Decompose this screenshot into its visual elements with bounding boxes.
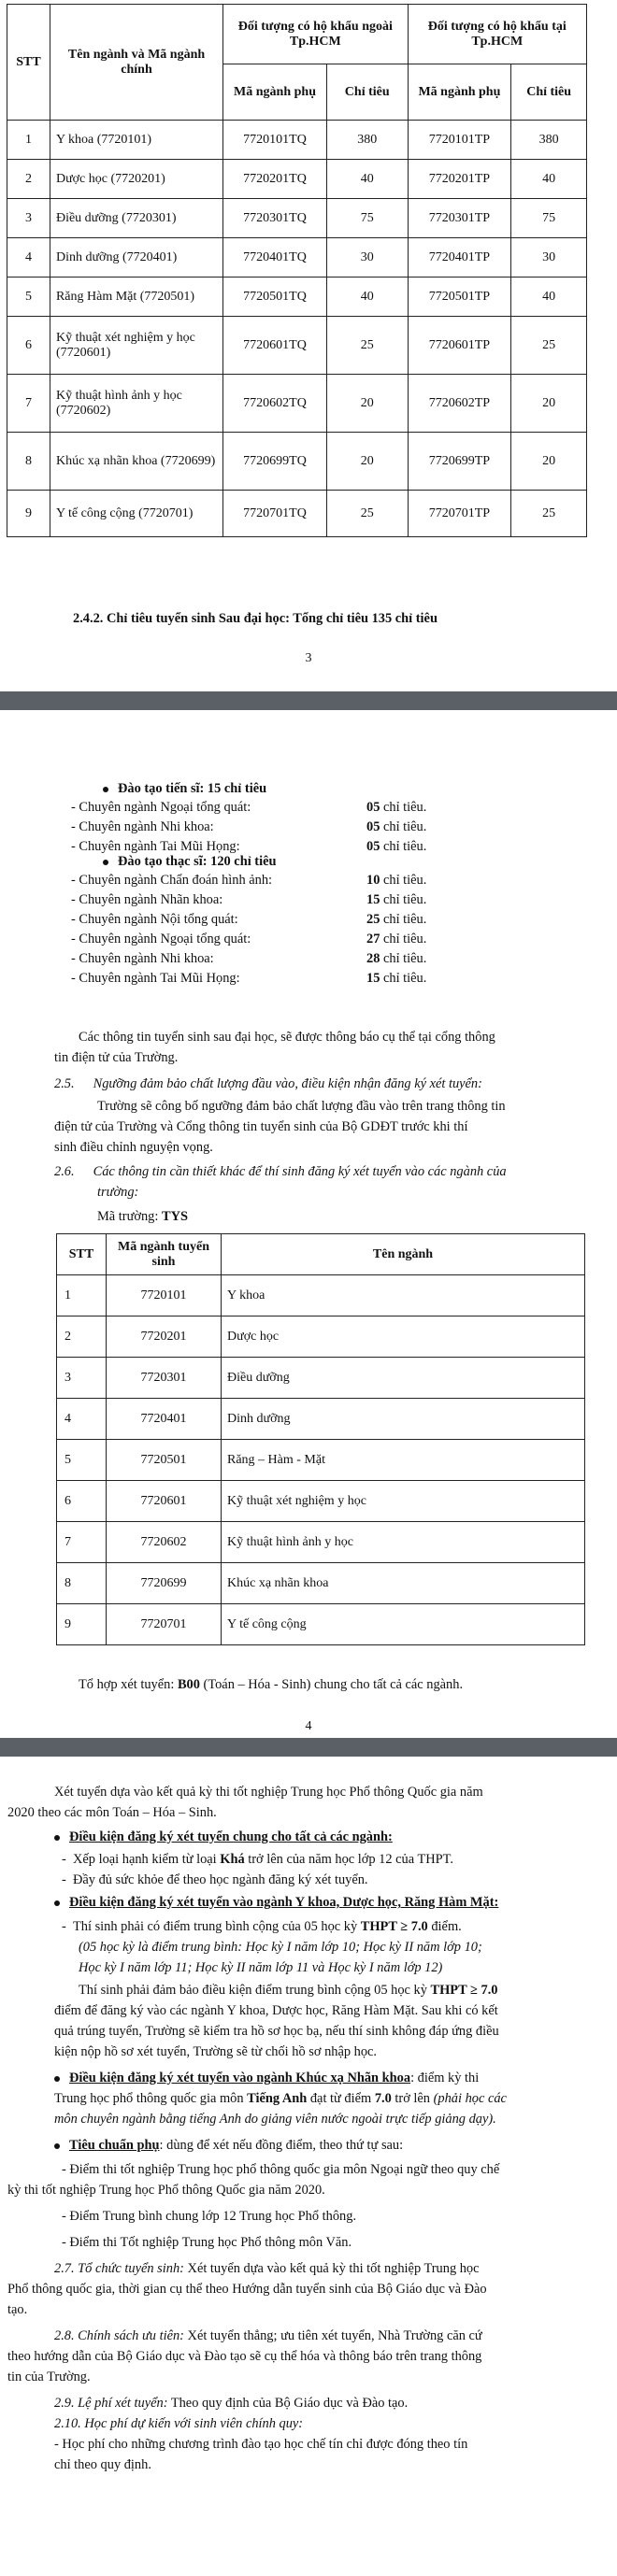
table-row <box>7 317 587 375</box>
bullet-icon <box>103 860 108 865</box>
quota-cell: 30 <box>511 238 587 278</box>
bullet-icon <box>54 2143 60 2149</box>
quota-item <box>71 892 426 908</box>
paragraph: Thí sinh phải đảm bảo điều kiện điểm trung bình cộng 05 học kỳ THPT ≥ 7.0 <box>79 1983 498 1998</box>
paragraph: tin điện tử của Trường. <box>54 1050 179 1065</box>
quota-label: - Chuyên ngành Ngoại tổng quát: <box>71 932 251 946</box>
list-item: - Điểm thi Tốt nghiệp Trung học Phổ thông môn Văn. <box>62 2235 352 2250</box>
col-quota: Chỉ tiêu <box>511 64 587 121</box>
stt-cell: 7 <box>57 1522 107 1563</box>
section-2-7: 2.7. Tổ chức tuyển sinh: Xét tuyển dựa vào kết quả kỳ thi tốt nghiệp Trung học <box>54 2261 480 2276</box>
quota-label: - Chuyên ngành Nội tổng quát: <box>71 912 238 927</box>
paragraph: - Học phí cho những chương trình đào tạo học chế tín chỉ được đóng theo tín <box>54 2437 468 2452</box>
name-cell: Kỹ thuật hình ảnh y học (7720602) <box>50 375 222 433</box>
table-row <box>57 1275 585 1316</box>
section-2-9: 2.9. Lệ phí xét tuyển: Theo quy định của Bộ Giáo dục và Đào tạo. <box>54 2396 409 2411</box>
table-row <box>57 1563 585 1604</box>
quota-unit: chỉ tiêu. <box>380 839 427 854</box>
table-row <box>7 160 587 199</box>
stt-cell: 8 <box>57 1563 107 1604</box>
quota-label: - Chuyên ngành Chẩn đoán hình ảnh: <box>71 873 273 888</box>
paragraph: Phổ thông quốc gia, thời gian cụ thể theo Hướng dẫn tuyển sinh của Bộ Giáo dục và Đào <box>7 2282 487 2297</box>
sub-code-cell: 7720501TQ <box>223 278 327 317</box>
col-outside: Đối tượng có hộ khẩu ngoài Tp.HCM <box>223 5 408 64</box>
name-cell: Khúc xạ nhãn khoa (7720699) <box>50 433 222 491</box>
name-cell: Dinh dưỡng <box>222 1399 585 1440</box>
sub-code-cell: 7720601TQ <box>223 317 327 375</box>
code-cell: 7720699 <box>107 1563 222 1604</box>
code-cell: 7720602 <box>107 1522 222 1563</box>
stt-cell: 5 <box>57 1440 107 1481</box>
table-row <box>57 1481 585 1522</box>
quota-cell: 380 <box>511 121 587 160</box>
phd-title: Đào tạo tiến sĩ: 15 chỉ tiêu <box>103 781 266 797</box>
sub-code-cell: 7720301TQ <box>223 199 327 238</box>
paragraph: điện tử của Trường và Cổng thông tin tuyển sinh của Bộ GDĐT trước khi thí <box>54 1119 468 1134</box>
quota-value: 10 <box>366 873 380 888</box>
name-cell: Điều dưỡng (7720301) <box>50 199 222 238</box>
table-row <box>57 1522 585 1563</box>
stt-cell: 2 <box>7 160 50 199</box>
paragraph: 2020 theo các môn Toán – Hóa – Sinh. <box>7 1805 217 1820</box>
table-row <box>7 375 587 433</box>
col-sub-code: Mã ngành phụ <box>408 64 511 121</box>
code-cell: 7720501 <box>107 1440 222 1481</box>
sub-code-cell: 7720602TQ <box>223 375 327 433</box>
cond-all-title: Điều kiện đăng ký xét tuyển chung cho tất cả các ngành: <box>54 1829 393 1845</box>
name-cell: Y tế công cộng (7720701) <box>50 491 222 537</box>
stt-cell: 2 <box>57 1316 107 1358</box>
quota-item <box>71 873 426 889</box>
code-cell: 7720101 <box>107 1275 222 1316</box>
paragraph: trường: <box>97 1185 139 1200</box>
name-cell: Dinh dưỡng (7720401) <box>50 238 222 278</box>
name-cell: Kỹ thuật hình ảnh y học <box>222 1522 585 1563</box>
bullet-icon <box>54 1900 60 1906</box>
quota-cell: 75 <box>511 199 587 238</box>
name-cell: Y khoa (7720101) <box>50 121 222 160</box>
sub-code-cell: 7720201TQ <box>223 160 327 199</box>
majors-table <box>56 1233 585 1645</box>
quota-value: 25 <box>366 912 380 927</box>
page-gap <box>0 710 617 729</box>
sub-code-cell: 7720301TP <box>408 199 511 238</box>
sub-code-cell: 7720701TQ <box>223 491 327 537</box>
sub-code-cell: 7720101TQ <box>223 121 327 160</box>
table-row <box>7 121 587 160</box>
quota-value: 15 <box>366 892 380 907</box>
section-2-10: 2.10. Học phí dự kiến với sinh viên chính quy: <box>54 2416 304 2431</box>
stt-cell: 7 <box>7 375 50 433</box>
name-cell: Y tế công cộng <box>222 1604 585 1645</box>
stt-cell: 6 <box>57 1481 107 1522</box>
table-row <box>7 199 587 238</box>
page-gap <box>0 1757 617 1775</box>
name-cell: Dược học <box>222 1316 585 1358</box>
table-row <box>7 238 587 278</box>
quota-value: 05 <box>366 819 380 834</box>
table-row <box>57 1440 585 1481</box>
col-inside: Đối tượng có hộ khẩu tại Tp.HCM <box>408 5 586 64</box>
table-row <box>57 1604 585 1645</box>
stt-cell: 9 <box>7 491 50 537</box>
code-cell: 7720201 <box>107 1316 222 1358</box>
paragraph: điểm để đăng ký vào các ngành Y khoa, Dược học, Răng Hàm Mặt. Sau khi có kết <box>54 2003 498 2018</box>
quota-cell: 40 <box>511 278 587 317</box>
quota-unit: chỉ tiêu. <box>380 932 427 946</box>
code-cell: 7720401 <box>107 1399 222 1440</box>
quota-unit: chỉ tiêu. <box>380 951 427 966</box>
quota-cell: 25 <box>511 491 587 537</box>
paragraph: Trường sẽ công bố ngưỡng đảm bảo chất lượng đầu vào trên trang thông tin <box>97 1099 506 1114</box>
paragraph: sinh điều chỉnh nguyện vọng. <box>54 1140 213 1155</box>
name-cell: Dược học (7720201) <box>50 160 222 199</box>
table-row <box>57 1316 585 1358</box>
sub-code-cell: 7720501TP <box>408 278 511 317</box>
paragraph: quả trúng tuyển, Trường sẽ kiểm tra hồ sơ học bạ, nếu thí sinh không đáp ứng điều <box>54 2024 499 2039</box>
sub-code-cell: 7720401TP <box>408 238 511 278</box>
page-number: 4 <box>305 1719 312 1733</box>
name-cell: Răng – Hàm - Mặt <box>222 1440 585 1481</box>
stt-cell: 3 <box>7 199 50 238</box>
name-cell: Điều dưỡng <box>222 1358 585 1399</box>
quota-cell: 25 <box>326 491 408 537</box>
paragraph: Các thông tin tuyển sinh sau đại học, sẽ được thông báo cụ thể tại cổng thông <box>79 1030 495 1045</box>
table-row <box>57 1399 585 1440</box>
stt-cell: 1 <box>57 1275 107 1316</box>
sub-code-cell: 7720601TP <box>408 317 511 375</box>
table-row <box>7 491 587 537</box>
stt-cell: 6 <box>7 317 50 375</box>
stt-cell: 1 <box>7 121 50 160</box>
sub-code-cell: 7720201TP <box>408 160 511 199</box>
quota-value: 27 <box>366 932 380 946</box>
quota-cell: 380 <box>326 121 408 160</box>
quota-label: - Chuyên ngành Ngoại tổng quát: <box>71 800 251 815</box>
list-item: - Đầy đủ sức khỏe để theo học ngành đăng ký xét tuyển. <box>62 1872 368 1887</box>
page-3 <box>0 1775 617 2576</box>
paragraph: kiện nộp hồ sơ xét tuyển, Trường sẽ từ chối hồ sơ nhập học. <box>54 2044 378 2059</box>
quota-item <box>71 971 426 987</box>
paragraph: Xét tuyển dựa vào kết quả kỳ thi tốt nghiệp Trung học Phổ thông Quốc gia năm <box>54 1785 483 1800</box>
quota-unit: chỉ tiêu. <box>380 873 427 888</box>
page-separator <box>0 691 617 710</box>
quota-cell: 25 <box>326 317 408 375</box>
sub-code-cell: 7720701TP <box>408 491 511 537</box>
section-2-8: 2.8. Chính sách ưu tiên: Xét tuyển thẳng; ưu tiên xét tuyển, Nhà Trường căn cứ <box>54 2328 482 2343</box>
list-item: - Điểm Trung bình chung lớp 12 Trung học Phổ thông. <box>62 2209 357 2224</box>
quota-unit: chỉ tiêu. <box>380 912 427 927</box>
col-name: Tên ngành <box>222 1234 585 1275</box>
list-item: - Điểm thi tốt nghiệp Trung học phổ thông quốc gia môn Ngoại ngữ theo quy chế <box>62 2162 500 2177</box>
name-cell: Khúc xạ nhãn khoa <box>222 1563 585 1604</box>
quota-item <box>71 951 426 967</box>
section-heading: 2.4.2. Chỉ tiêu tuyển sinh Sau đại học: Tổng chỉ tiêu 135 chỉ tiêu <box>73 611 438 626</box>
section-2-5: 2.5. Ngưỡng đảm bảo chất lượng đầu vào, điều kiện nhận đăng ký xét tuyển: <box>54 1076 482 1091</box>
criteria-title: Tiêu chuẩn phụ: dùng để xét nếu đồng điểm, theo thứ tự sau: <box>54 2138 403 2154</box>
paragraph: tin của Trường. <box>7 2370 91 2384</box>
name-cell: Y khoa <box>222 1275 585 1316</box>
quota-item <box>71 912 426 928</box>
quota-table <box>7 4 587 537</box>
quota-unit: chỉ tiêu. <box>380 800 427 815</box>
table-row <box>57 1358 585 1399</box>
quota-unit: chỉ tiêu. <box>380 892 427 907</box>
sub-code-cell: 7720101TP <box>408 121 511 160</box>
quota-cell: 20 <box>326 433 408 491</box>
quota-label: - Chuyên ngành Nhãn khoa: <box>71 892 223 907</box>
quota-cell: 40 <box>326 160 408 199</box>
quota-item <box>71 839 426 855</box>
sub-code-cell: 7720699TP <box>408 433 511 491</box>
quota-label: - Chuyên ngành Tai Mũi Họng: <box>71 839 240 854</box>
quota-value: 05 <box>366 800 380 815</box>
quota-cell: 30 <box>326 238 408 278</box>
quota-unit: chỉ tiêu. <box>380 971 427 986</box>
quota-cell: 75 <box>326 199 408 238</box>
list-item: - Xếp loại hạnh kiểm từ loại Khá trở lên của năm học lớp 12 của THPT. <box>62 1852 453 1867</box>
stt-cell: 5 <box>7 278 50 317</box>
name-cell: Kỹ thuật xét nghiệm y học (7720601) <box>50 317 222 375</box>
quota-value: 15 <box>366 971 380 986</box>
paragraph: môn chuyên ngành bằng tiếng Anh do giảng viên nước ngoài trực tiếp giảng dạy). <box>54 2112 496 2127</box>
stt-cell: 8 <box>7 433 50 491</box>
table-row <box>7 433 587 491</box>
stt-cell: 4 <box>57 1399 107 1440</box>
list-item: - Thí sinh phải có điểm trung bình cộng của 05 học kỳ THPT ≥ 7.0 điểm. <box>62 1919 462 1934</box>
stt-cell: 9 <box>57 1604 107 1645</box>
stt-cell: 3 <box>57 1358 107 1399</box>
quota-item <box>71 932 426 947</box>
page-number: 3 <box>305 651 312 665</box>
quota-cell: 20 <box>511 433 587 491</box>
paragraph: chỉ theo quy định. <box>54 2457 151 2472</box>
bullet-icon <box>54 2076 60 2082</box>
quota-value: 05 <box>366 839 380 854</box>
bullet-icon <box>103 787 108 792</box>
col-sub-code: Mã ngành phụ <box>223 64 327 121</box>
master-title: Đào tạo thạc sĩ: 120 chỉ tiêu <box>103 854 276 870</box>
code-cell: 7720701 <box>107 1604 222 1645</box>
paragraph: tạo. <box>7 2302 28 2317</box>
col-name: Tên ngành và Mã ngành chính <box>50 5 222 121</box>
name-cell: Răng Hàm Mặt (7720501) <box>50 278 222 317</box>
cond-med-title: Điều kiện đăng ký xét tuyển vào ngành Y khoa, Dược học, Răng Hàm Mặt: <box>54 1895 498 1911</box>
table-row <box>7 278 587 317</box>
quota-cell: 40 <box>511 160 587 199</box>
col-quota: Chỉ tiêu <box>326 64 408 121</box>
col-stt: STT <box>7 5 50 121</box>
sub-code-cell: 7720602TP <box>408 375 511 433</box>
list-item: kỳ thi tốt nghiệp Trung học Phổ thông Quốc gia năm 2020. <box>7 2183 325 2198</box>
sub-code-cell: 7720401TQ <box>223 238 327 278</box>
quota-label: - Chuyên ngành Tai Mũi Họng: <box>71 971 240 986</box>
quota-unit: chỉ tiêu. <box>380 819 427 834</box>
paragraph: theo hướng dẫn của Bộ Giáo dục và Đào tạo sẽ cụ thể hóa và thông báo trên trang thông <box>7 2349 482 2364</box>
quota-value: 28 <box>366 951 380 966</box>
quota-cell: 20 <box>511 375 587 433</box>
paragraph: (05 học kỳ là điểm trung bình: Học kỳ I năm lớp 10; Học kỳ II năm lớp 10; <box>79 1940 482 1955</box>
quota-label: - Chuyên ngành Nhi khoa: <box>71 819 214 834</box>
quota-item <box>71 819 426 835</box>
school-code: Mã trường: TYS <box>97 1209 188 1224</box>
bullet-icon <box>54 1835 60 1841</box>
code-cell: 7720601 <box>107 1481 222 1522</box>
stt-cell: 4 <box>7 238 50 278</box>
quota-cell: 40 <box>326 278 408 317</box>
page-1 <box>0 0 617 691</box>
cond-optometry: Điều kiện đăng ký xét tuyển vào ngành Khúc xạ Nhãn khoa: điểm kỳ thi <box>54 2071 479 2086</box>
quota-label: - Chuyên ngành Nhi khoa: <box>71 951 214 966</box>
paragraph: Trung học phổ thông quốc gia môn Tiếng Anh đạt từ điểm 7.0 trở lên (phải học các <box>54 2091 507 2106</box>
paragraph: Học kỳ I năm lớp 11; Học kỳ II năm lớp 11 và Học kỳ I năm lớp 12) <box>79 1960 443 1975</box>
section-2-6: 2.6. Các thông tin cần thiết khác để thí sinh đăng ký xét tuyển vào các ngành của <box>54 1164 507 1179</box>
code-cell: 7720301 <box>107 1358 222 1399</box>
quota-cell: 25 <box>511 317 587 375</box>
quota-cell: 20 <box>326 375 408 433</box>
sub-code-cell: 7720699TQ <box>223 433 327 491</box>
combination: Tổ hợp xét tuyển: B00 (Toán – Hóa - Sinh) chung cho tất cả các ngành. <box>79 1677 464 1692</box>
page-separator <box>0 1738 617 1757</box>
quota-item <box>71 800 426 816</box>
name-cell: Kỹ thuật xét nghiệm y học <box>222 1481 585 1522</box>
col-code: Mã ngành tuyển sinh <box>107 1234 222 1275</box>
col-stt: STT <box>57 1234 107 1275</box>
page-2 <box>0 729 617 1738</box>
